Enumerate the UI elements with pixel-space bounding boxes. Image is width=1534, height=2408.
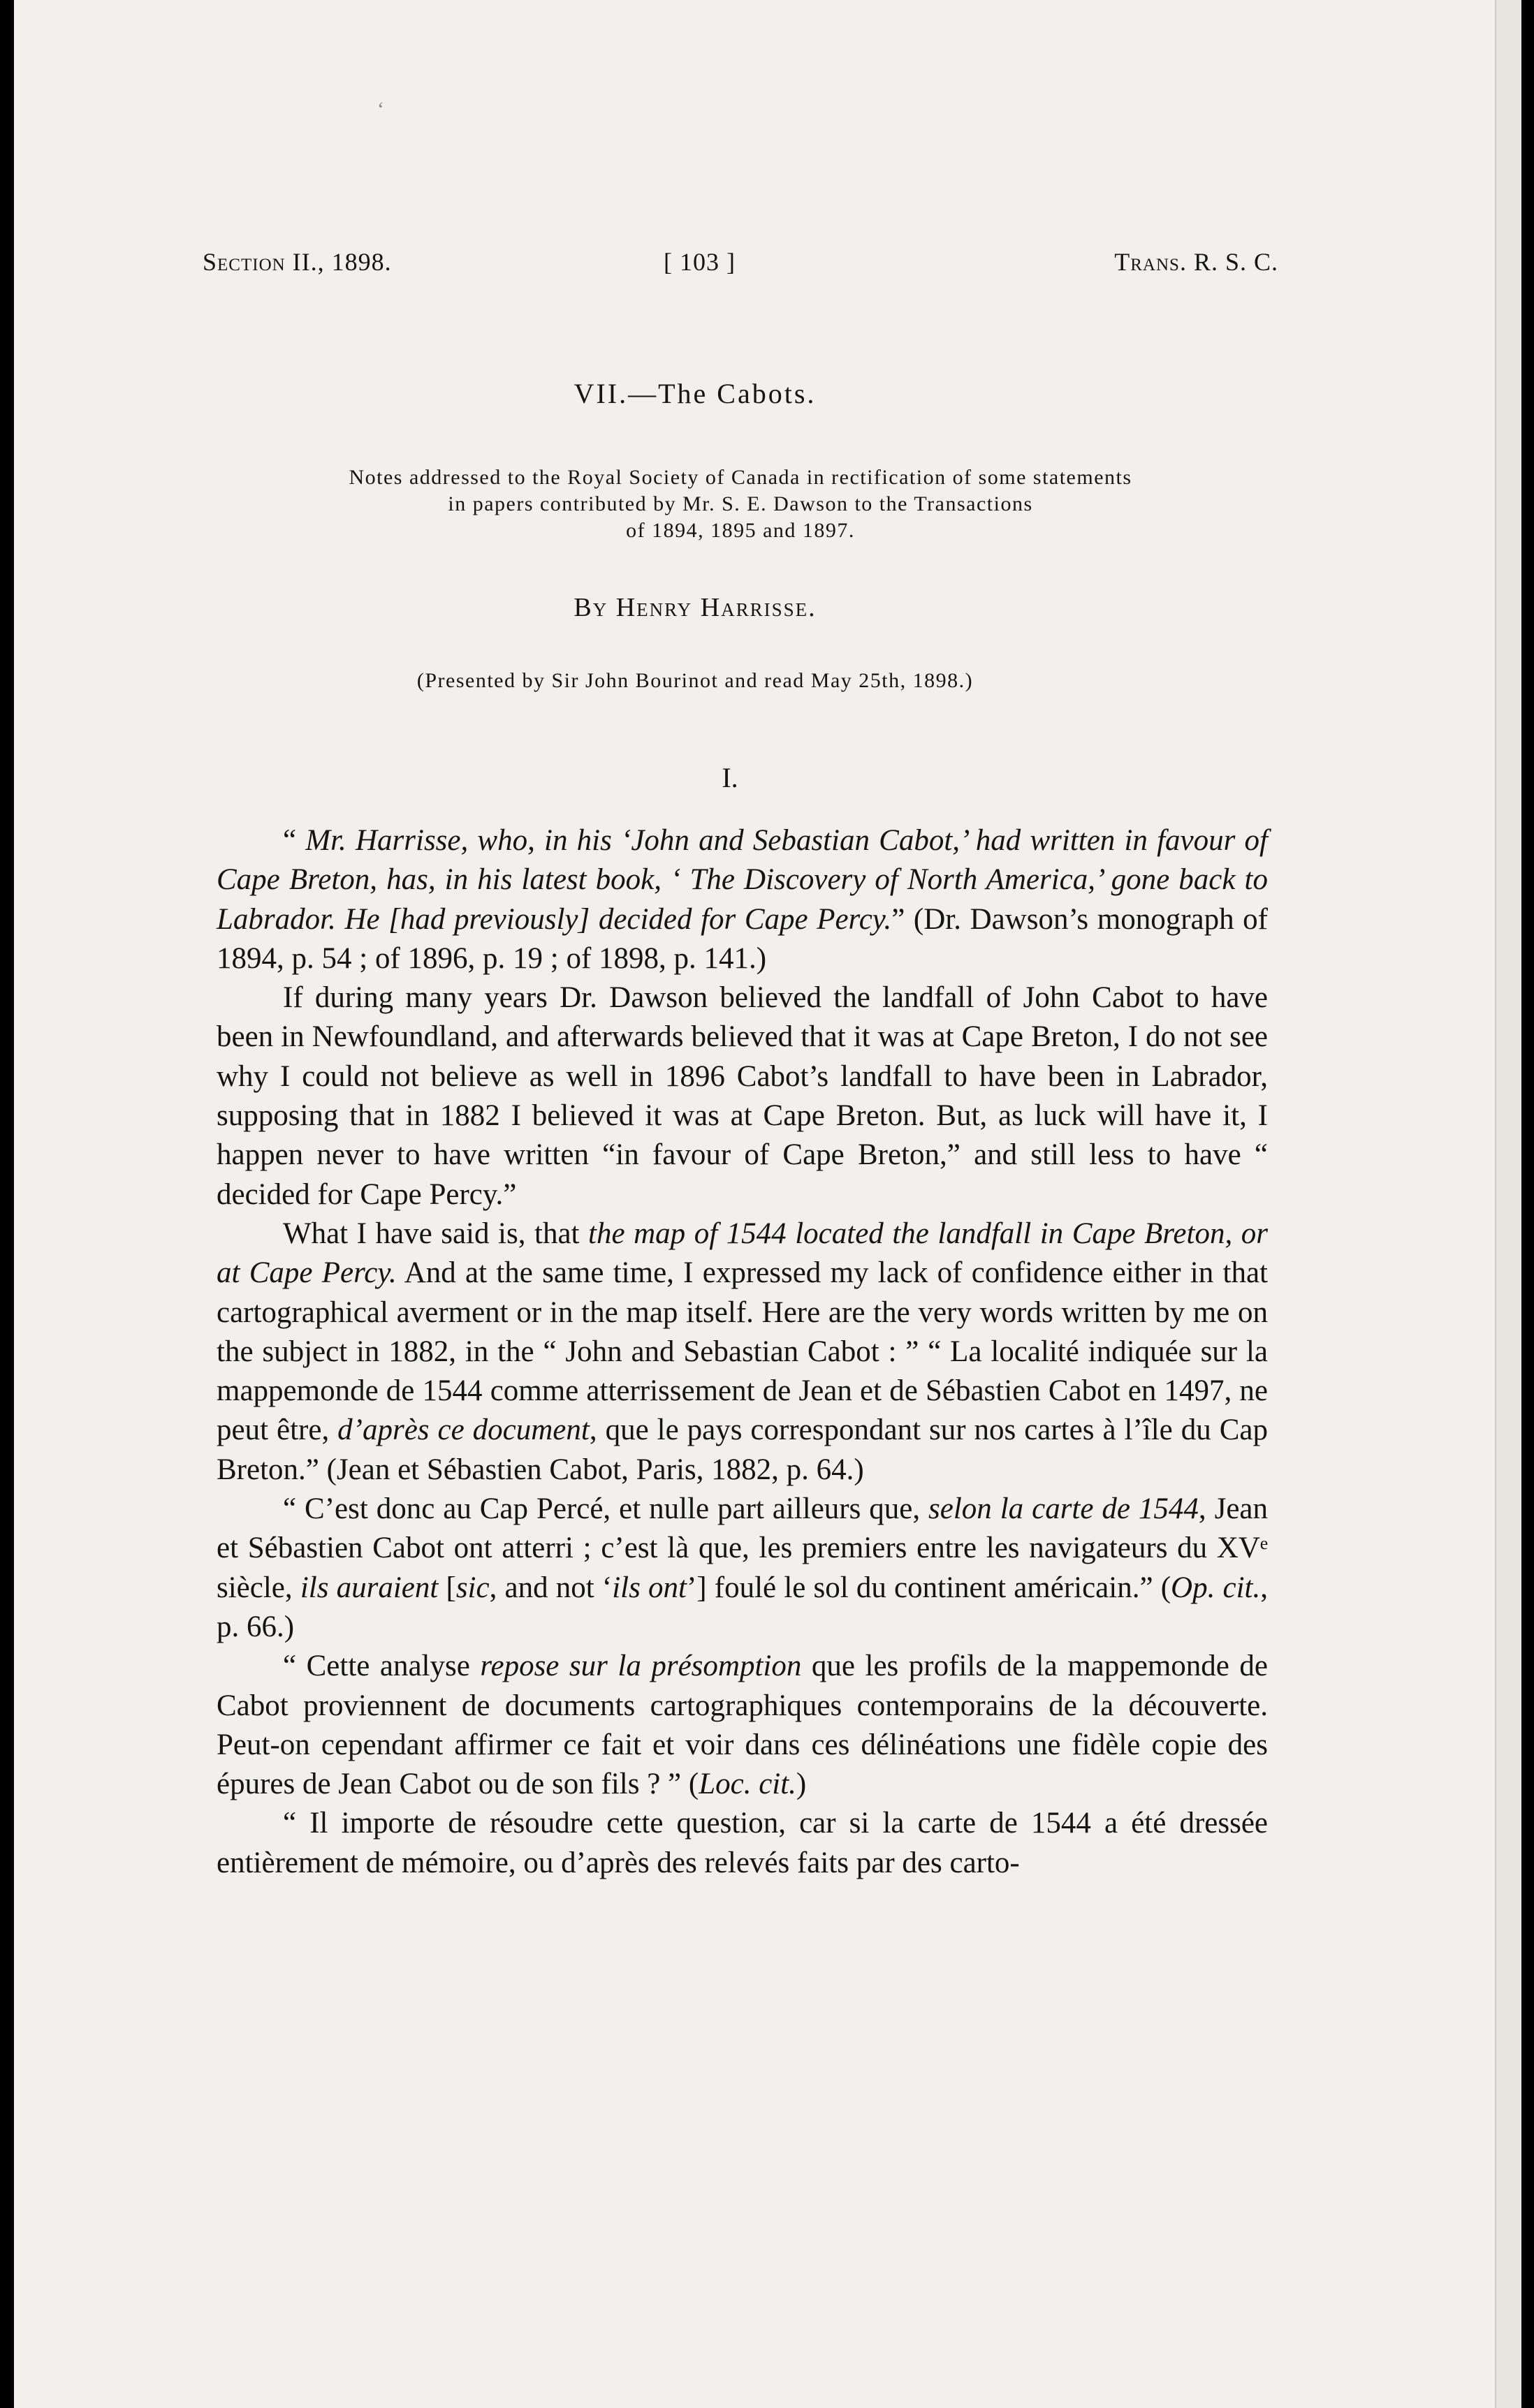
text-run: “ C’est donc au Cap Percé, et nulle part ailleurs que, [283,1492,929,1526]
notes-line: in papers contributed by Mr. S. E. Dawson to the Transactions [448,492,1033,515]
text-run: , and not ‘ [489,1571,613,1604]
text-run: What I have said is, that [283,1217,589,1250]
document-page [14,0,1495,2408]
text-run: , Jean et Sébastien Cabot ont atterri ; c’est là que, les premiers entre les navigateurs du XVᵉ siècle, [217,1492,1268,1604]
text-run: And at the same time, I expressed my lack of confidence either in that cartographical averment or in the map itself. Here are the very words written by me on the subject in 1882, in the “ John and Sebastian Cabot : ” “ La localité indiquée sur la mappemonde de 1544 comme atterrissement de Jean et de Sébastien Cabot en 1497, ne peut être, [217,1256,1268,1447]
italic-run: Mr. Harrisse, who, in his ‘John and Sebastian Cabot,’ had written in favour of Cape Breton, has, in his latest book, ‘ The Discovery of North America,’ gone back to Labrador. He [had previously] decided for Cape Percy. [217,824,1268,936]
page-edge [1495,0,1521,2408]
body-paragraph [217,1647,1268,1804]
presented-note: (Presented by Sir John Bourinot and read May 25th, 1898.) [416,669,974,692]
text-run: , p. 66.) [217,1571,1268,1643]
italic-run: selon la carte de 1544 [928,1492,1199,1526]
text-run: , que le pays correspondant sur nos cartes à l’île du Cap Breton.” (Jean et Sébastien Cabot, Paris, 1882, p. 64.) [217,1414,1268,1486]
italic-run: sic [455,1571,490,1604]
body-paragraph [217,1804,1268,1883]
text-run: ) [796,1768,807,1801]
scan-speck: ʻ [377,98,384,121]
italic-run: Loc. cit. [699,1768,796,1801]
journal-label: Trans. R. S. C. [1114,248,1278,276]
text-run: ” (Dr. Dawson’s monograph of 1894, p. 54 ; of 1896, p. 19 ; of 1898, p. 141.) [217,902,1269,975]
text-run: “ Il importe de résoudre cette question, car si la carte de 1544 a été dressée entièrement de mémoire, ou d’après des relevés faits par des carto- [217,1807,1268,1879]
notes-line: Notes addressed to the Royal Society of Canada in rectification of some statements [349,466,1132,489]
body-paragraph [217,1490,1268,1647]
text-run: [ [438,1571,456,1604]
running-header [203,247,1278,289]
text-run: “ Cette analyse [283,1650,481,1683]
italic-run: d’après ce document [337,1414,590,1447]
text-run: que les profils de la mappemonde de Cabot proviennent de documents cartographiques contemporains de la découverte. Peut-on cependant affirmer ce fait et voir dans ces délinéations une fidèle copie des épures de Jean Cabot ou de son fils ? ” ( [217,1650,1268,1801]
text-run: If during many years Dr. Dawson believed the landfall of John Cabot to have been in Newfoundland, and afterwards believed that it was at Cape Breton, I do not see why I could not believe as well in 1896 Cabot’s landfall to have been in Labrador, supposing that in 1882 I believed it was at Cape Breton. But, as luck will have it, I happen never to have written “in favour of Cape Breton,” and still less to have “ decided for Cape Percy.” [217,981,1268,1211]
section-label: Section II., 1898. [203,248,392,276]
text-run: ’] foulé le sol du continent américain.” ( [686,1571,1171,1604]
section-numeral: I. [722,762,738,793]
text-run: “ [283,824,306,857]
italic-run: ils auraient [300,1571,439,1604]
italic-run: repose sur la présomption [480,1650,802,1683]
article-title-text: VII.—The Cabots. [574,378,817,409]
page-number: [ 103 ] [664,248,736,276]
body-text [217,821,1268,1883]
author-byline: By Henry Harrisse. [574,593,817,622]
subtitle-notes [203,464,1278,544]
notes-line: of 1894, 1895 and 1897. [626,519,855,542]
article-title [14,377,1376,410]
body-paragraph [217,1214,1268,1490]
body-paragraph [217,978,1268,1214]
italic-run: the map of 1544 located the landfall in Cape Breton, or at Cape Percy. [217,1217,1268,1290]
italic-run: ils ont [612,1571,687,1604]
body-paragraph [217,821,1268,978]
italic-run: Op. cit. [1171,1571,1261,1604]
